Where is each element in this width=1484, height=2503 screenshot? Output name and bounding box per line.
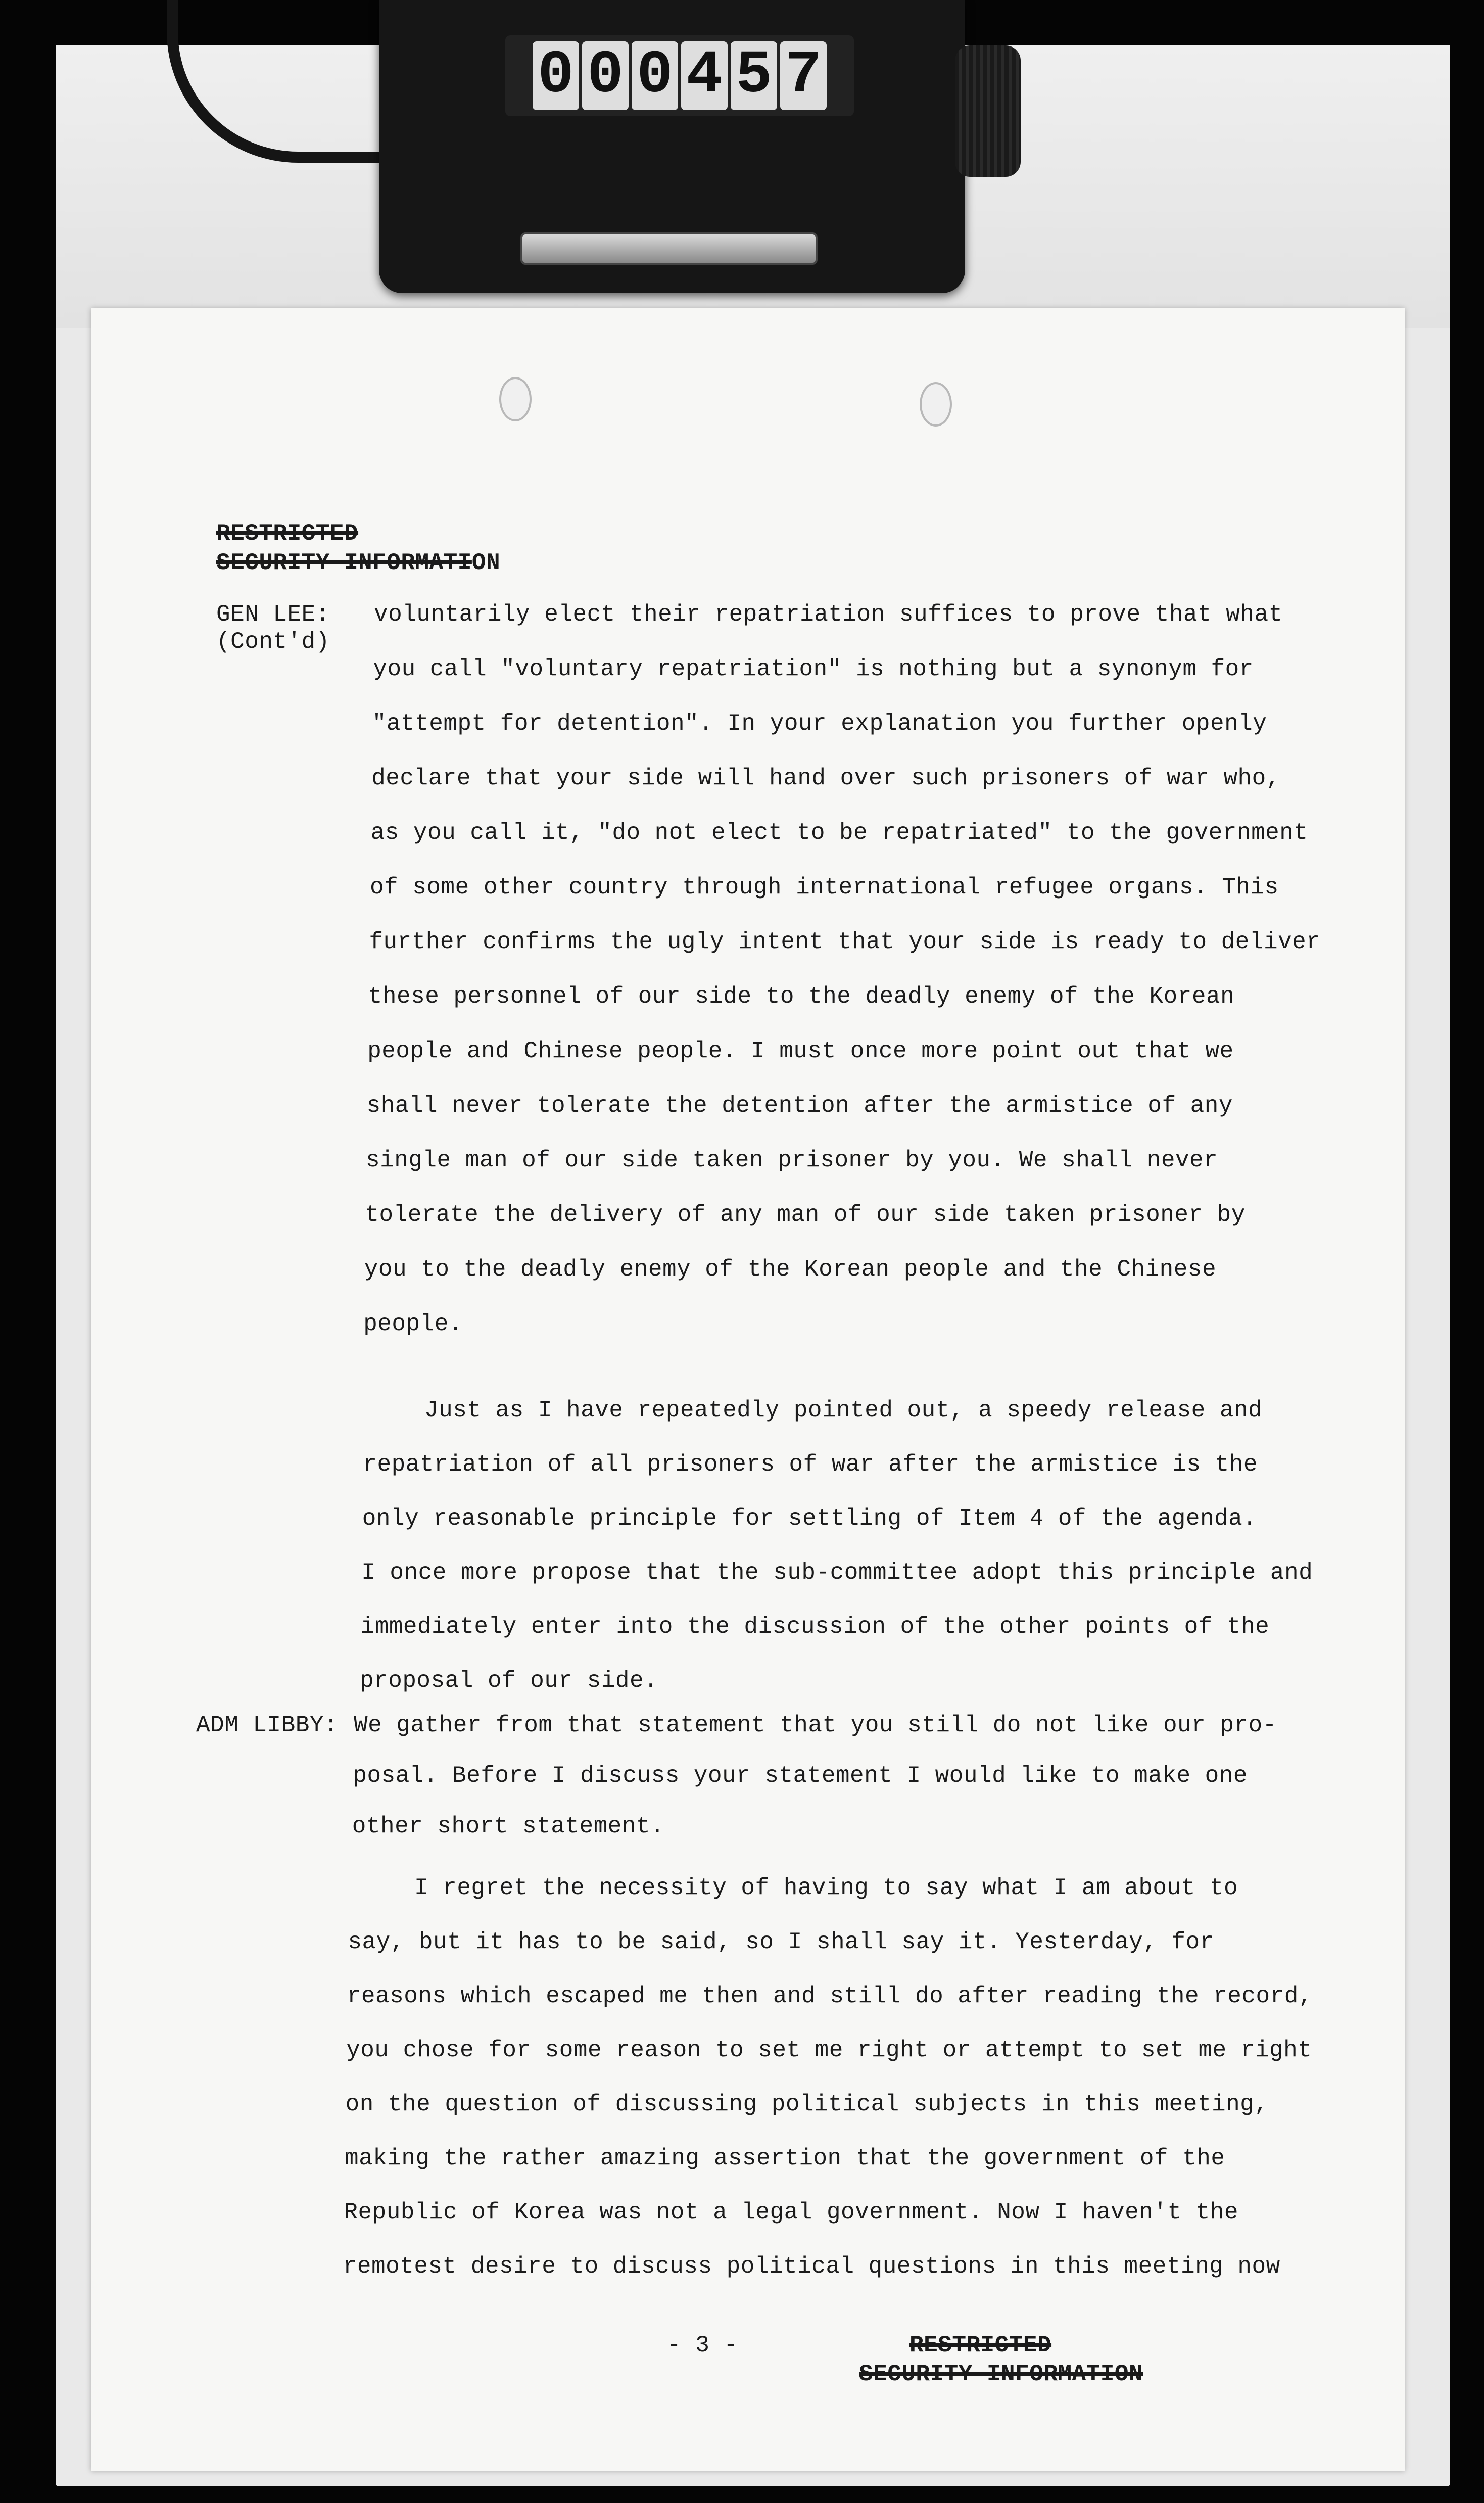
text-line: further confirms the ugly intent that your side is ready to deliver bbox=[369, 929, 1321, 955]
text-line: only reasonable principle for settling of Item 4 of the agenda. bbox=[362, 1505, 1257, 1532]
text-line: posal. Before I discuss your statement I would like to make one bbox=[353, 1763, 1248, 1789]
text-line: proposal of our side. bbox=[360, 1668, 658, 1694]
classification-restricted: RESTRICTED bbox=[216, 521, 359, 547]
text-line: people. bbox=[363, 1311, 463, 1337]
counter-digit: 0 bbox=[582, 41, 629, 110]
text-line: shall never tolerate the detention after the armistice of any bbox=[366, 1093, 1233, 1119]
text-line: on the question of discussing political subjects in this meeting, bbox=[345, 2091, 1269, 2117]
classification-security-tail: ON bbox=[471, 550, 501, 576]
text-line: voluntarily elect their repatriation suffices to prove that what bbox=[374, 601, 1283, 628]
text-line: Republic of Korea was not a legal government. Now I haven't the bbox=[344, 2199, 1238, 2226]
speaker-gen-lee: GEN LEE: bbox=[216, 601, 330, 628]
text-line: of some other country through international refugee organs. This bbox=[370, 874, 1279, 901]
counter-digit: 7 bbox=[780, 41, 827, 110]
text-line: say, but it has to be said, so I shall say it. Yesterday, for bbox=[348, 1929, 1214, 1955]
speaker-adm-libby: ADM LIBBY: bbox=[196, 1712, 339, 1738]
text-line: other short statement. bbox=[352, 1813, 665, 1839]
frame-counter bbox=[505, 35, 854, 116]
counter-digit: 0 bbox=[632, 41, 678, 110]
punch-hole bbox=[499, 377, 532, 421]
counter-digit: 0 bbox=[533, 41, 579, 110]
text-line: We gather from that statement that you still do not like our pro- bbox=[354, 1712, 1277, 1738]
footer-classification-security: SECURITY INFORMATION bbox=[859, 2361, 1143, 2387]
text-line: tolerate the delivery of any man of our side taken prisoner by bbox=[365, 1202, 1246, 1228]
footer-classification-restricted: RESTRICTED bbox=[909, 2332, 1052, 2358]
text-line: people and Chinese people. I must once more point out that we bbox=[367, 1038, 1234, 1064]
document-page bbox=[91, 308, 1405, 2471]
text-line: immediately enter into the discussion of the other points of the bbox=[360, 1614, 1270, 1640]
page-number: - 3 - bbox=[667, 2332, 738, 2358]
speaker-gen-lee-contd: (Cont'd) bbox=[216, 629, 330, 655]
text-line: you to the deadly enemy of the Korean people and the Chinese bbox=[364, 1256, 1217, 1283]
text-line: reasons which escaped me then and still do after reading the record, bbox=[347, 1983, 1313, 2009]
classification-security bbox=[216, 550, 500, 576]
text-line: I regret the necessity of having to say what I am about to bbox=[414, 1875, 1238, 1901]
counter-plate bbox=[520, 232, 818, 265]
counter-knob bbox=[955, 45, 1021, 177]
text-line: you call "voluntary repatriation" is nothing but a synonym for bbox=[373, 656, 1254, 682]
text-line: remotest desire to discuss political questions in this meeting now bbox=[343, 2253, 1280, 2280]
text-line: I once more propose that the sub-committee adopt this principle and bbox=[361, 1560, 1313, 1586]
counter-digit: 5 bbox=[731, 41, 777, 110]
text-line: these personnel of our side to the deadly enemy of the Korean bbox=[368, 983, 1235, 1010]
text-line: declare that your side will hand over such prisoners of war who, bbox=[371, 765, 1280, 791]
text-line: single man of our side taken prisoner by you. We shall never bbox=[366, 1147, 1218, 1173]
text-line: Just as I have repeatedly pointed out, a speedy release and bbox=[424, 1397, 1263, 1424]
text-line: repatriation of all prisoners of war after the armistice is the bbox=[363, 1451, 1258, 1478]
classification-security-struck: SECURITY INFORMATI bbox=[216, 550, 472, 576]
counter-digit: 4 bbox=[681, 41, 728, 110]
text-line: as you call it, "do not elect to be repatriated" to the government bbox=[370, 820, 1308, 846]
text-line: you chose for some reason to set me right or attempt to set me right bbox=[346, 2037, 1312, 2063]
text-line: making the rather amazing assertion that the government of the bbox=[345, 2145, 1225, 2171]
punch-hole bbox=[920, 382, 952, 427]
text-line: "attempt for detention". In your explanation you further openly bbox=[372, 711, 1267, 737]
